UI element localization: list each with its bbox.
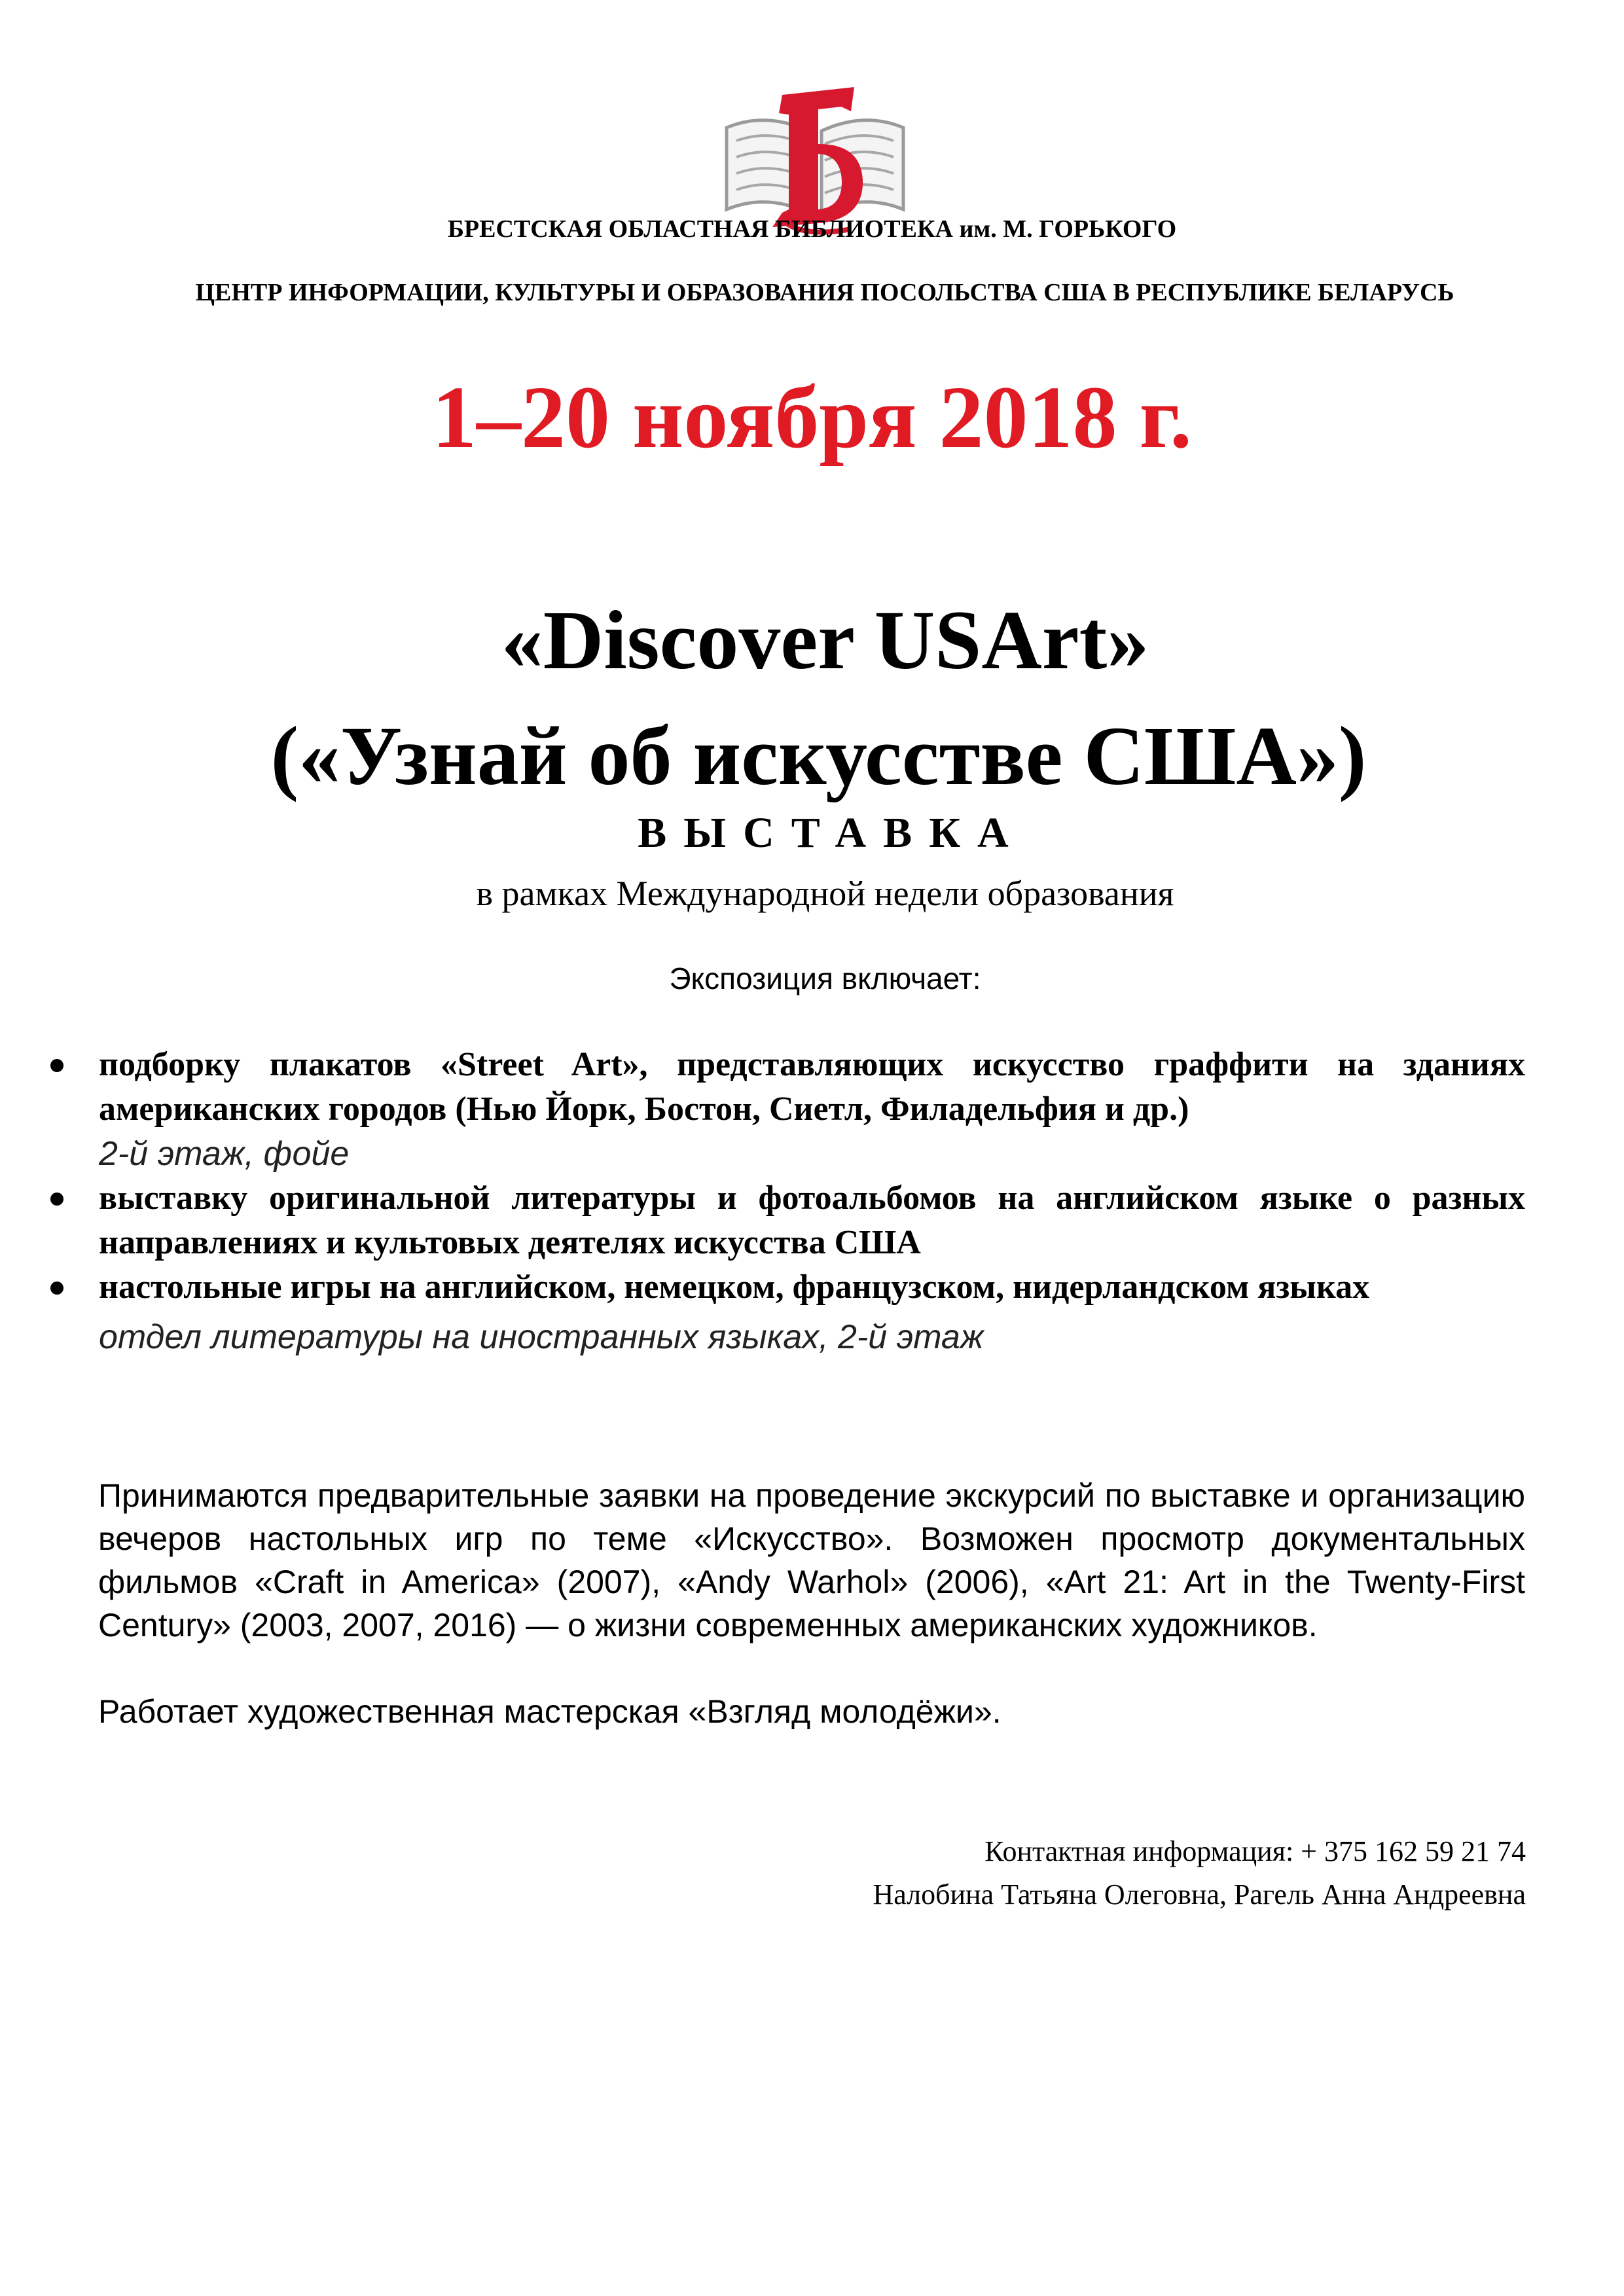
- info-paragraph: Принимаются предварительные заявки на проведение экскурсий по выставке и организацию вечеров настольных игр по теме «Искусство». Возможен просмотр документальных фильмов «Craft in America» (2007), «Andy Warhol» (2006), «Art 21: Art in the Twenty-First Century» (2003, 2007, 2016) — о жизни современных американских художников.: [98, 1477, 1525, 1643]
- event-subtitle: в рамках Международной недели образования: [476, 874, 1174, 913]
- organization-name: БРЕСТСКАЯ ОБЛАСТНАЯ БИБЛИОТЕКА им. М. ГОРЬКОГО: [447, 215, 1177, 243]
- event-type: ВЫСТАВКА: [638, 809, 1026, 857]
- contact-names: Налобина Татьяна Олеговна, Рагель Анна Андреевна: [873, 1878, 1526, 1910]
- exposition-heading: Экспозиция включает:: [669, 961, 981, 996]
- event-date: 1–20 ноября 2018 г.: [432, 368, 1192, 467]
- exposition-list: [49, 1043, 1525, 1359]
- list-item: [49, 1043, 1525, 1176]
- bullet-icon: [50, 1282, 63, 1295]
- list-item-location: отдел литературы на иностранных языках, 2-й этаж: [99, 1318, 984, 1356]
- list-item: [49, 1176, 1525, 1265]
- list-item-text: подборку плакатов «Street Art», представляющих искусство граффити на зданиях американских городов (Нью Йорк, Бостон, Сиетл, Филадельфия и др.): [99, 1046, 1525, 1128]
- contact-phone: Контактная информация: + 375 162 59 21 74: [984, 1835, 1526, 1867]
- workshop-note: Работает художественная мастерская «Взгляд молодёжи».: [98, 1693, 1001, 1730]
- bullet-icon: [50, 1193, 63, 1206]
- book-right-page: [821, 120, 903, 213]
- co-organizer-name: ЦЕНТР ИНФОРМАЦИИ, КУЛЬТУРЫ И ОБРАЗОВАНИЯ ПОСОЛЬСТВА США В РЕСПУБЛИКЕ БЕЛАРУСЬ: [195, 279, 1454, 306]
- list-item-text: выставку оригинальной литературы и фотоальбомов на английском языке о разных направлениях и культовых деятелях искусства США: [99, 1179, 1525, 1261]
- list-item: [49, 1265, 1525, 1359]
- list-item-location: 2-й этаж, фойе: [99, 1135, 350, 1173]
- event-title-en: «Discover USArt»: [501, 594, 1149, 687]
- event-title-ru: («Узнай об искусстве США»): [270, 709, 1367, 802]
- contact-block: [609, 1830, 1526, 1916]
- list-item-text: настольные игры на английском, немецком, французском, нидерландском языках: [99, 1268, 1370, 1306]
- bullet-icon: [50, 1059, 63, 1072]
